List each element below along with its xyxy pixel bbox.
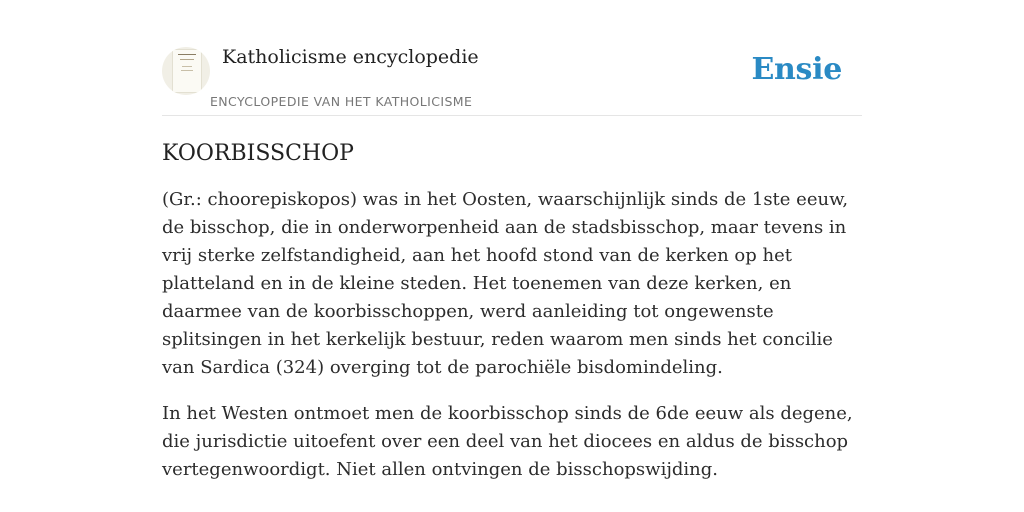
cover-title-line xyxy=(178,54,196,55)
article xyxy=(162,138,866,502)
book-subtitle: ENCYCLOPEDIE VAN HET KATHOLICISME xyxy=(210,94,473,109)
book-title[interactable]: Katholicisme encyclopedie xyxy=(222,46,479,68)
ensie-logo-link[interactable]: Ensie xyxy=(751,52,842,87)
book-cover-image xyxy=(172,49,202,93)
header xyxy=(162,44,862,116)
book-cover-thumbnail[interactable] xyxy=(162,47,210,95)
article-paragraph: In het Westen ontmoet men de koorbisschop sinds de 6de eeuw als degene, die jurisdictie uitoefent over een deel van het diocees en aldus de bisschop vertegenwoordigt. Niet allen ontvingen de bisschopswijding. xyxy=(162,403,853,480)
article-title: KOORBISSCHOP xyxy=(162,141,354,166)
cover-text-line xyxy=(182,66,192,67)
article-paragraph: (Gr.: choorepiskopos) was in het Oosten, waarschijnlijk sinds de 1ste eeuw, de bisschop, die in onderworpenheid aan de stadsbisschop, maar tevens in vrij sterke zelfstandigheid, aan het hoofd stond van de kerken op het platteland en in de kleine steden. Het toenemen van deze kerken, en daarmee van de koorbisschoppen, werd aanleiding tot ongewenste splitsingen in het kerkelijk bestuur, reden waarom men sinds het concilie van Sardica (324) overging tot de parochiële bisdomindeling. xyxy=(162,189,849,378)
cover-subtitle-line xyxy=(180,59,194,60)
header-divider xyxy=(162,115,862,116)
cover-text-line xyxy=(181,70,193,71)
